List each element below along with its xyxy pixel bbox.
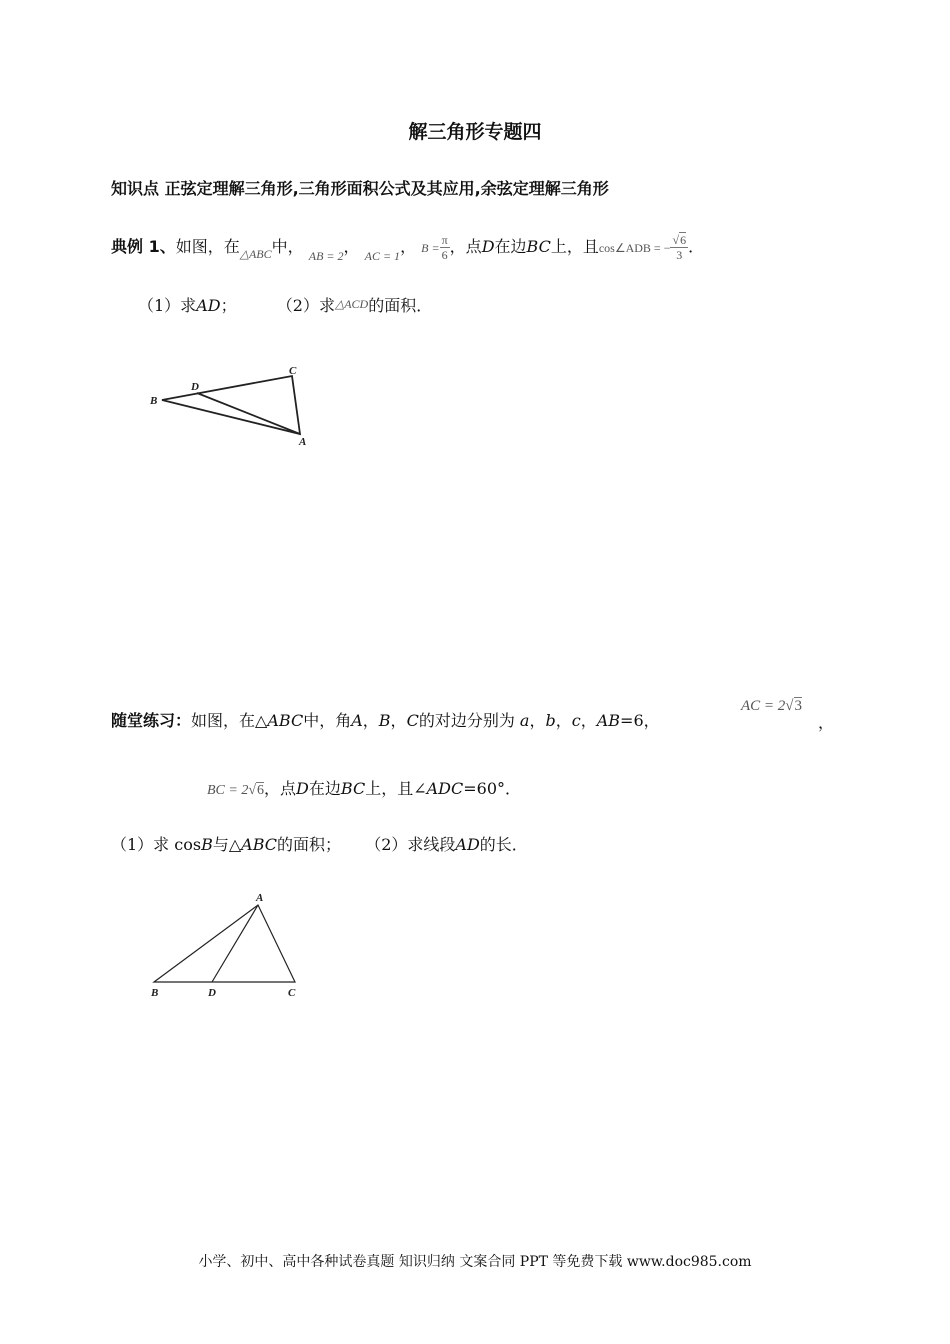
text: ，点 [264,779,297,798]
practice-comma: ， [818,713,835,732]
sqrt-sign: √ [248,783,257,798]
angle-adc: ADC [426,779,464,798]
text: 如图，在△ [191,711,268,730]
label-d: D [208,987,216,999]
text: ． [688,237,705,256]
text: 中，角 [303,711,352,730]
triangle-abc: ABC [241,835,278,854]
point-d: D [481,237,495,256]
example1-questions [138,293,432,316]
practice-statement-line2 [207,776,521,799]
math-ac-value [741,696,802,715]
math-bc-lhs: BC = 2 [207,783,249,798]
page-title: 解三角形专题四 [408,121,542,143]
side-ab: AB [596,711,621,730]
label-b: B [150,395,158,407]
text: ， [555,711,572,730]
segment-ad-line [212,905,258,982]
angle-b: B [201,835,213,854]
text: （2）求线段 [365,835,456,854]
text: 在边 [494,237,527,256]
text: （1）求 [138,296,197,315]
frac-den: 3 [676,248,683,262]
frac-num: π [441,233,448,247]
angle-c: C [406,711,419,730]
text: ； [220,296,237,315]
triangle-abc [154,905,295,982]
text: （2）求 [276,296,335,315]
label-a: A [299,436,307,448]
angle-a: A [351,711,363,730]
math-ab-eq: AB = 2 [308,249,344,263]
point-d: D [296,779,309,798]
sqrt-sign: √ [785,698,794,714]
footer-text: 小学、初中、高中各种试卷真题 知识归纳 文案合同 PPT 等免费下载 www.doc985.com [198,1254,752,1270]
knowledge-heading: 知识点 正弦定理解三角形,三角形面积公式及其应用,余弦定理解三角形 [111,179,609,198]
text: 上，且∠ [365,779,427,798]
label-b: B [151,987,159,999]
text: 的面积； [277,835,342,854]
sqrt-radicand: 6 [680,233,687,247]
label-a: A [256,892,264,904]
text: =6， [620,711,660,730]
segment-bc: BC [526,237,551,256]
example1-statement [111,233,704,264]
text: 的长． [479,835,528,854]
example1-label: 典例 1、 [111,237,176,256]
segment-bc: BC [340,779,366,798]
sqrt-radicand: 3 [794,698,803,714]
segment-ad-line [197,393,300,434]
text: 的面积． [368,296,433,315]
practice-label: 随堂练习： [111,711,192,730]
label-c: C [289,365,297,377]
angle-b: B [378,711,391,730]
text: ， [400,237,417,256]
label-d: D [191,381,199,393]
practice-triangle-figure [140,888,310,1003]
math-ac-eq: AC = 1 [364,249,401,263]
text: ， [343,237,360,256]
text: 的对边分别为 [418,711,515,730]
side-a: a [519,711,530,730]
frac-den: 6 [441,248,448,262]
text: ，点 [449,237,482,256]
side-c: c [571,711,581,730]
text: 中， [271,237,304,256]
label-c: C [288,987,296,999]
math-b-lhs: B = [421,241,440,255]
text: 在边 [308,779,341,798]
math-cos-frac [670,233,688,262]
side-b: b [545,711,556,730]
text: ， [362,711,379,730]
frac-num: √6 [672,233,687,247]
text: （1）求 cos [111,835,202,854]
text: ， [390,711,407,730]
math-cos-lhs: cos∠ADB = − [598,241,671,255]
text: ， [529,711,546,730]
math-b-frac [440,233,450,262]
math-ac-lhs: AC = 2 [741,698,786,714]
text: 如图，在 [175,237,240,256]
example1-triangle-figure [140,360,330,455]
sqrt-radicand: 6 [257,783,265,798]
math-triangle-acd: △ACD [334,297,369,311]
segment-ad: AD [455,835,480,854]
text: ， [580,711,597,730]
triangle-abc: ABC [267,711,304,730]
segment-ad: AD [196,296,221,315]
text: 与△ [212,835,242,854]
practice-statement-line1 [111,708,660,731]
text: =60°． [463,779,522,798]
practice-questions [111,832,528,855]
math-triangle-abc: △ABC [239,247,272,261]
text: 上，且 [550,237,599,256]
